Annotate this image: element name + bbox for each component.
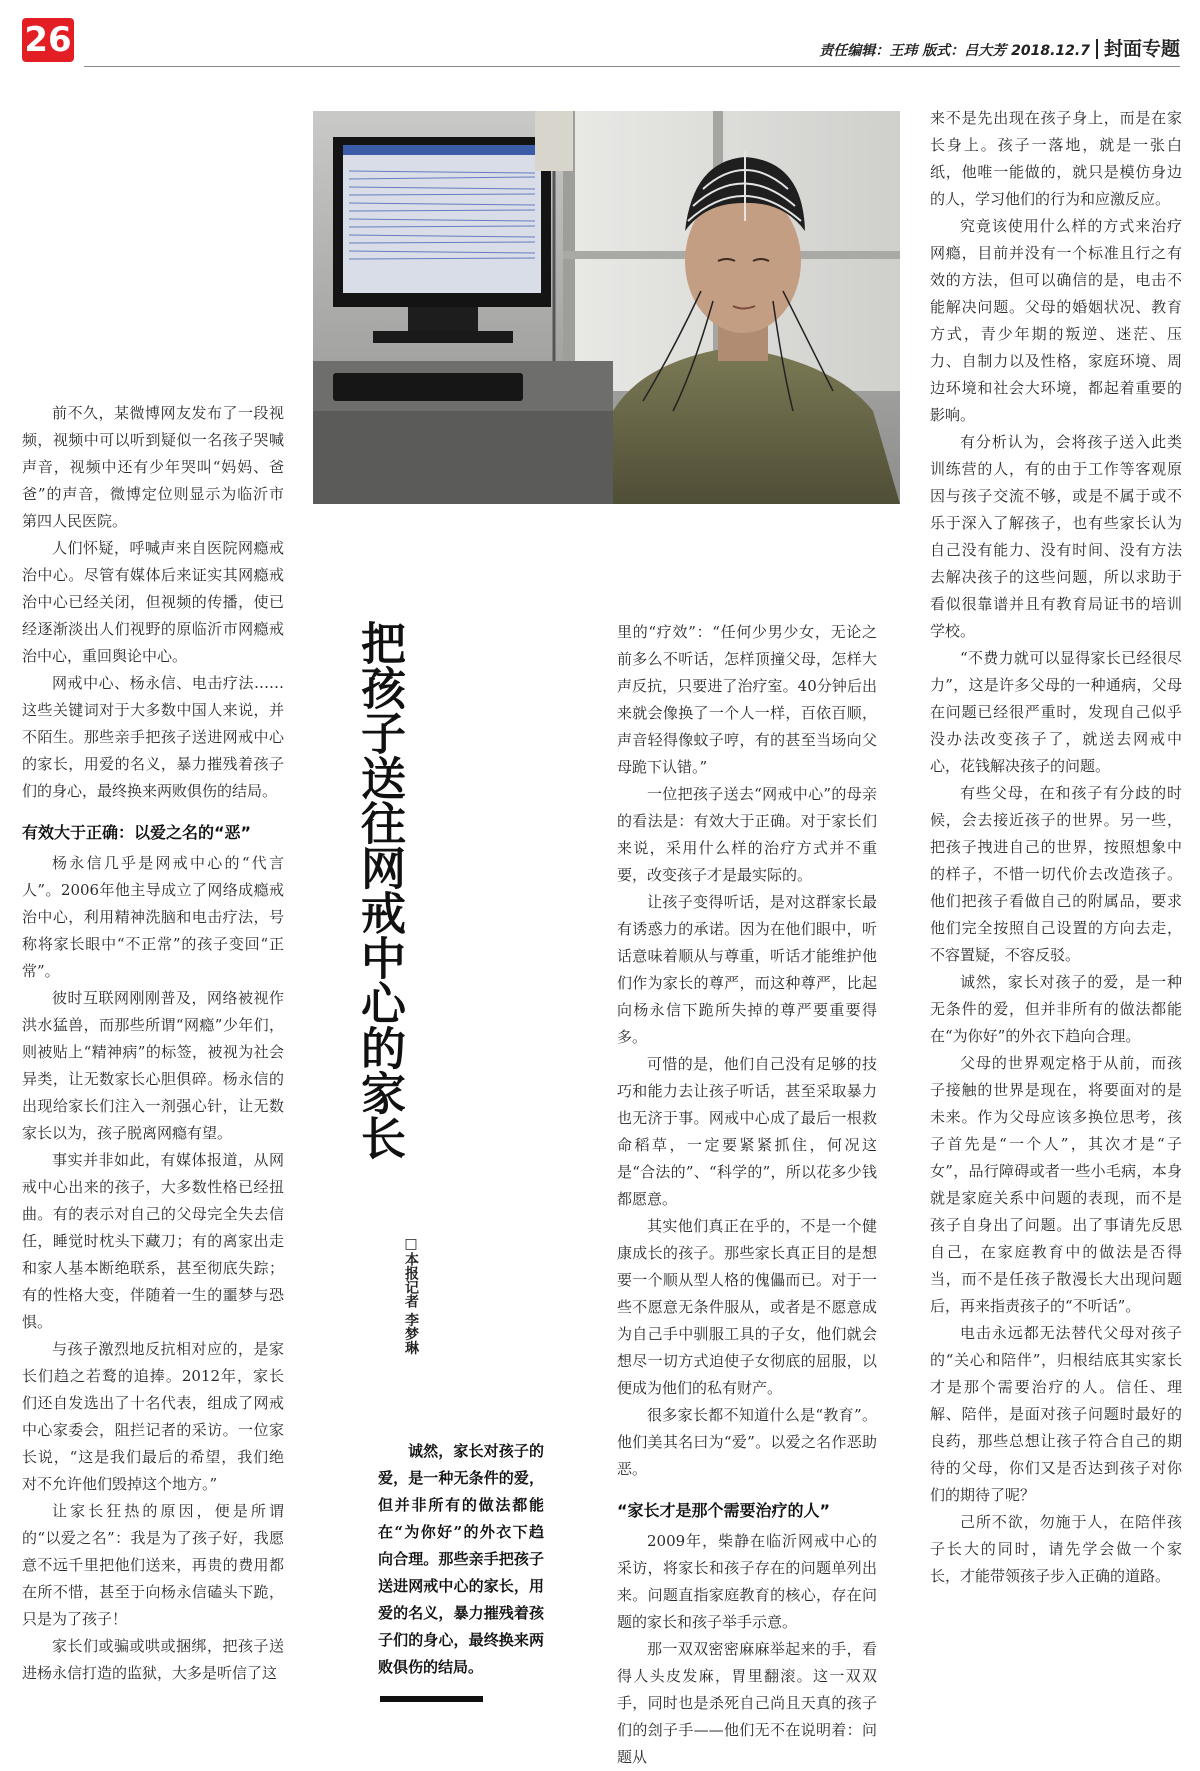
column-1-subheading: 有效大于正确：以爱之名的“恶” — [22, 823, 252, 842]
column-4-paragraph: 诚然，家长对孩子的爱，是一种无条件的爱，但并非所有的做法都能在“为你好”的外衣下趋向合理。 — [930, 973, 1182, 1045]
column-4-paragraph: 父母的世界观定格于从前，而孩子接触的世界是现在，将要面对的是未来。作为父母应该多换位思考，孩子首先是“一个人”，其次才是“子女”，品行障碍或者一些小毛病，本身就是家庭关系中问题的表现，而不是孩子自身出了问题。出了事请先反思自己，在家庭教育中的做法是否得当，而不是任孩子散漫长大出现问题后，再来指责孩子的“不听话”。 — [930, 1054, 1182, 1315]
column-4 — [930, 105, 1182, 1590]
column-4-paragraph: 有些父母，在和孩子有分歧的时候，会去接近孩子的世界。另一些，把孩子拽进自己的世界，按照想象中的样子，不惜一切代价去改造孩子。他们把孩子看做自己的附属品，要求他们完全按照自己设置的方向去走，不容置疑，不容反驳。 — [930, 784, 1182, 964]
page-header — [819, 34, 1180, 61]
column-4-paragraph: 电击永远都无法替代父母对孩子的“关心和陪伴”，归根结底其实家长才是那个需要治疗的人。信任、理解、陪伴，是面对孩子问题时最好的良药，那些总想让孩子符合自己的期待的父母，你们又是否达到孩子对你们的期待了呢？ — [930, 1324, 1182, 1504]
column-1-paragraph: 杨永信几乎是网戒中心的“代言人”。2006年他主导成立了网络成瘾戒治中心，利用精神洗脑和电击疗法，号称将家长眼中“不正常”的孩子变回“正常”。 — [22, 854, 284, 980]
column-4-paragraph: 来不是先出现在孩子身上，而是在家长身上。孩子一落地，就是一张白纸，他唯一能做的，就只是模仿身边的人，学习他们的行为和应激反应。 — [930, 109, 1182, 208]
column-1-paragraph: 彼时互联网刚刚普及，网络被视作洪水猛兽，而那些所谓“网瘾”少年们，则被贴上“精神病”的标签，被视为社会异类，让无数家长心胆俱碎。杨永信的出现给家长们注入一剂强心针，让无数家长以为，孩子脱离网瘾有望。 — [22, 989, 284, 1142]
column-3-paragraph: 2009年，柴静在临沂网戒中心的采访，将家长和孩子存在的问题单列出来。问题直指家庭教育的核心，存在问题的家长和孩子举手示意。 — [617, 1532, 877, 1631]
column-4-paragraph: 有分析认为，会将孩子送入此类训练营的人，有的由于工作等客观原因与孩子交流不够，或是不属于或不乐于深入了解孩子，也有些家长认为自己没有能力、没有时间、没有方法去解决孩子的这些问题，所以求助于看似很靠谱并且有教育局证书的培训学校。 — [930, 433, 1182, 640]
column-1 — [22, 400, 284, 1687]
column-3-paragraph: 让孩子变得听话，是对这群家长最有诱惑力的承诺。因为在他们眼中，听话意味着顺从与尊重，听话才能维护他们作为家长的尊严，而这种尊严，比起向杨永信下跪所失掉的尊严要重要得多。 — [617, 893, 877, 1046]
header-divider — [1096, 39, 1098, 59]
pull-quote: 诚然，家长对孩子的爱，是一种无条件的爱，但并非所有的做法都能在“为你好”的外衣下趋向合理。那些亲手把孩子送进网戒中心的家长，用爱的名义，暴力摧残着孩子们的身心，最终换来两败俱伤的结局。 — [378, 1442, 544, 1676]
column-1-paragraph: 人们怀疑，呼喊声来自医院网瘾戒治中心。尽管有媒体后来证实其网瘾戒治中心已经关闭，但视频的传播，使已经逐渐淡出人们视野的原临沂市网瘾戒治中心，重回舆论中心。 — [22, 539, 284, 665]
column-3-paragraph: 很多家长都不知道什么是“教育”。他们美其名曰为“爱”。以爱之名作恶助恶。 — [617, 1406, 877, 1478]
header-section: 封面专题 — [1103, 38, 1180, 60]
column-1-paragraph: 与孩子激烈地反抗相对应的，是家长们趋之若鹜的追捧。2012年，家长们还自发选出了十名代表，组成了网戒中心家委会，阻拦记者的采访。一位家长说，“这是我们最后的希望，我们绝对不允许他们毁掉这个地方。” — [22, 1340, 284, 1493]
column-1-paragraph: 前不久，某微博网友发布了一段视频，视频中可以听到疑似一名孩子哭喊声音，视频中还有少年哭叫“妈妈、爸爸”的声音，微博定位则显示为临沂市第四人民医院。 — [22, 404, 284, 530]
column-1-paragraph: 网戒中心、杨永信、电击疗法……这些关键词对于大多数中国人来说，并不陌生。那些亲手把孩子送进网戒中心的家长，用爱的名义，暴力摧残着孩子们的身心，最终换来两败俱伤的结局。 — [22, 674, 284, 800]
column-3-paragraph: 可惜的是，他们自己没有足够的技巧和能力去让孩子听话，甚至采取暴力也无济于事。网戒中心成了最后一根救命稻草，一定要紧紧抓住，何况这是“合法的”、“科学的”，所以花多少钱都愿意。 — [617, 1055, 877, 1208]
column-3-paragraph: 其实他们真正在乎的，不是一个健康成长的孩子。那些家长真正目的是想要一个顺从型人格的傀儡而已。对于一些不愿意无条件服从，或者是不愿意成为自己手中驯服工具的子女，他们就会想尽一切方式迫使子女彻底的屈服，以便成为他们的私有财产。 — [617, 1217, 877, 1397]
column-4-paragraph: 究竟该使用什么样的方式来治疗网瘾，目前并没有一个标准且行之有效的方法，但可以确信的是，电击不能解决问题。父母的婚姻状况、教育方式，青少年期的叛逆、迷茫、压力、自制力以及性格，家庭环境、周边环境和社会大环境，都起着重要的影响。 — [930, 217, 1182, 424]
header-credits: 责任编辑：王玮 版式：吕大芳 2018.12.7 — [819, 43, 1090, 59]
column-3-paragraph: 一位把孩子送去“网戒中心”的母亲的看法是：有效大于正确。对于家长们来说，采用什么样的治疗方式并不重要，改变孩子才是最实际的。 — [617, 785, 877, 884]
column-3-paragraph: 那一双双密密麻麻举起来的手，看得人头皮发麻，胃里翻滚。这一双双手，同时也是杀死自己尚且天真的孩子们的刽子手——他们无不在说明着：问题从 — [617, 1640, 877, 1766]
column-1-paragraph: 家长们或骗或哄或捆绑，把孩子送进杨永信打造的监狱，大多是听信了这 — [22, 1637, 284, 1682]
column-3-paragraph: 里的“疗效”：“任何少男少女，无论之前多么不听话，怎样顶撞父母，怎样大声反抗，只要进了治疗室。40分钟后出来就会像换了一个人一样，百依百顺，声音轻得像蚊子哼，有的甚至当场向父母跪下认错。” — [617, 623, 877, 776]
article-photo — [313, 111, 900, 504]
column-1-paragraph: 事实并非如此，有媒体报道，从网戒中心出来的孩子，大多数性格已经扭曲。有的表示对自己的父母完全失去信任，睡觉时枕头下藏刀；有的离家出走和家人基本断绝联系，甚至彻底失踪；有的性格大变，伴随着一生的噩梦与恐惧。 — [22, 1151, 284, 1331]
column-4-paragraph: “不费力就可以显得家长已经很尽力”，这是许多父母的一种通病，父母在问题已经很严重时，发现自己似乎没办法改变孩子了，就送去网戒中心，花钱解决孩子的问题。 — [930, 649, 1182, 775]
pull-quote-bar — [380, 1696, 483, 1702]
page-number: 26 — [22, 18, 74, 62]
photo-illustration — [313, 111, 900, 504]
byline: □本报记者 李梦琳 — [403, 1236, 419, 1355]
header-rule — [84, 66, 1180, 67]
column-3-subheading: “家长才是那个需要治疗的人” — [617, 1501, 831, 1520]
article-title: 把孩子送往网戒中心的家长 — [353, 620, 406, 1160]
column-4-paragraph: 己所不欲，勿施于人，在陪伴孩子长大的同时，请先学会做一个家长，才能带领孩子步入正确的道路。 — [930, 1513, 1182, 1585]
column-3 — [617, 619, 877, 1771]
column-1-paragraph: 让家长狂热的原因，便是所谓的“以爱之名”：我是为了孩子好，我愿意不远千里把他们送来，再贵的费用都在所不惜，甚至于向杨永信磕头下跪，只是为了孩子！ — [22, 1502, 284, 1628]
